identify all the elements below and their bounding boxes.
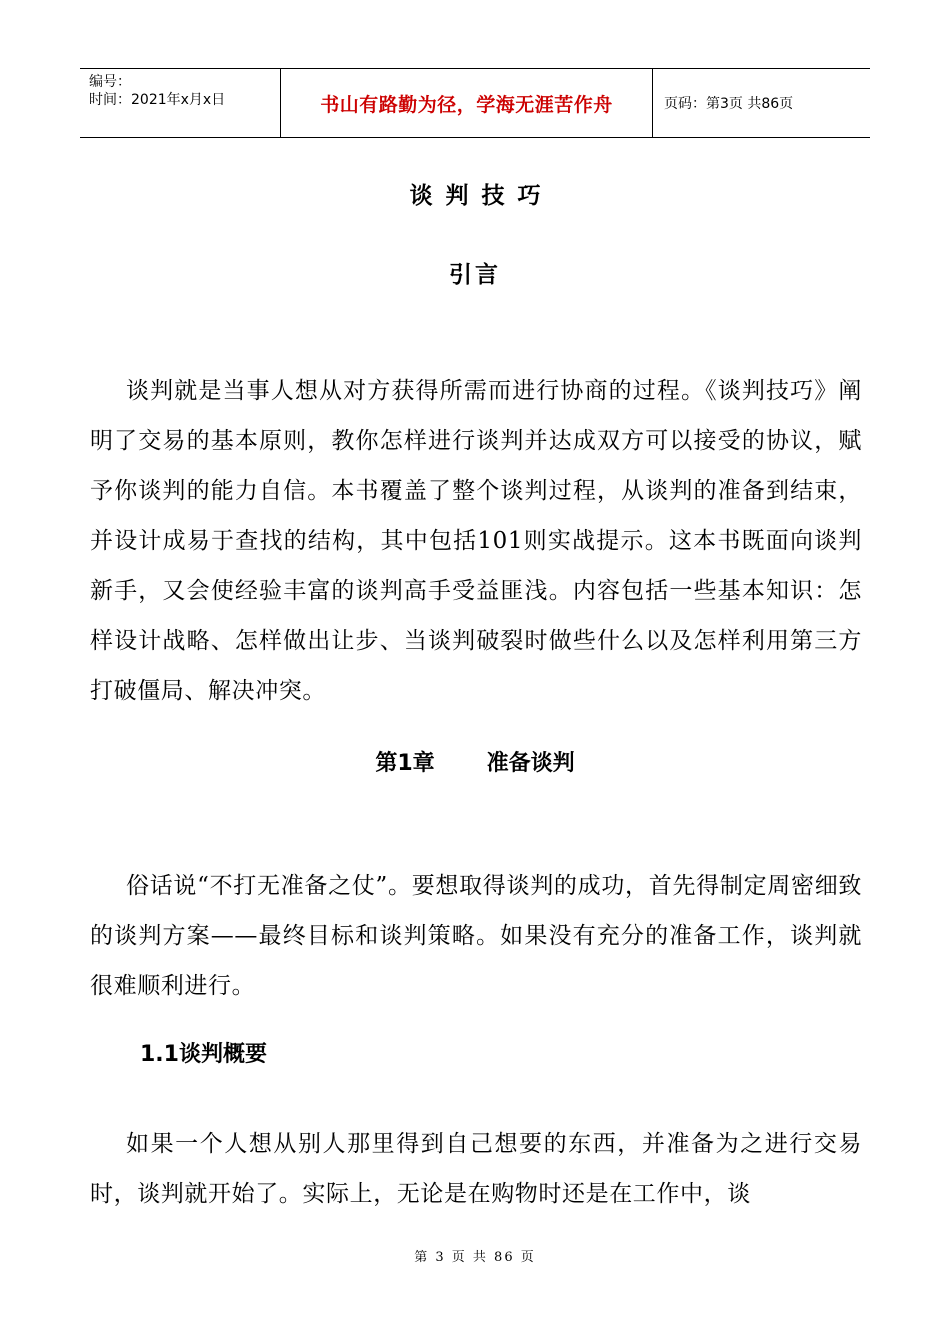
header-page-cell (653, 69, 870, 137)
page-info: 页码：第3页 共86页 (664, 96, 794, 112)
document-title: 谈判技巧 (409, 183, 554, 209)
header-info-cell (80, 69, 281, 137)
number-label: 编号： (89, 74, 131, 90)
chapter-number: 第1章 (375, 751, 435, 776)
intro-paragraph: 谈判就是当事人想从对方获得所需而进行协商的过程。《谈判技巧》阐明了交易的基本原则，教你怎样进行谈判并达成双方可以接受的协议，赋予你谈判的能力自信。本书覆盖了整个谈判过程，从谈判的准备到结束，并设计成易于查找的结构，其中包括101则实战提示。这本书既面向谈判新手，又会使经验丰富的谈判高手受益匪浅。内容包括一些基本知识：怎样设计战略、怎样做出让步、当谈判破裂时做些什么以及怎样利用第三方打破僵局、解决冲突。 (90, 378, 862, 704)
date-label: 时间：2021年x月x日 (89, 92, 226, 108)
section-heading: 1.1谈判概要 (140, 1042, 267, 1067)
header-motto-cell (281, 69, 653, 137)
motto-text: 书山有路勤为径，学海无涯苦作舟 (320, 93, 613, 116)
intro-heading: 引言 (449, 262, 501, 288)
section-paragraph: 如果一个人想从别人那里得到自己想要的东西，并准备为之进行交易时，谈判就开始了。实际上，无论是在购物时还是在工作中，谈 (90, 1131, 862, 1207)
chapter-title: 准备谈判 (486, 751, 575, 776)
page-footer: 第 3 页 共 86 页 (414, 1250, 536, 1265)
chapter-paragraph: 俗话说“不打无准备之仗”。要想取得谈判的成功，首先得制定周密细致的谈判方案——最终目标和谈判策略。如果没有充分的准备工作，谈判就很难顺利进行。 (90, 873, 862, 999)
chapter-heading (0, 746, 950, 777)
header-table (80, 68, 870, 138)
